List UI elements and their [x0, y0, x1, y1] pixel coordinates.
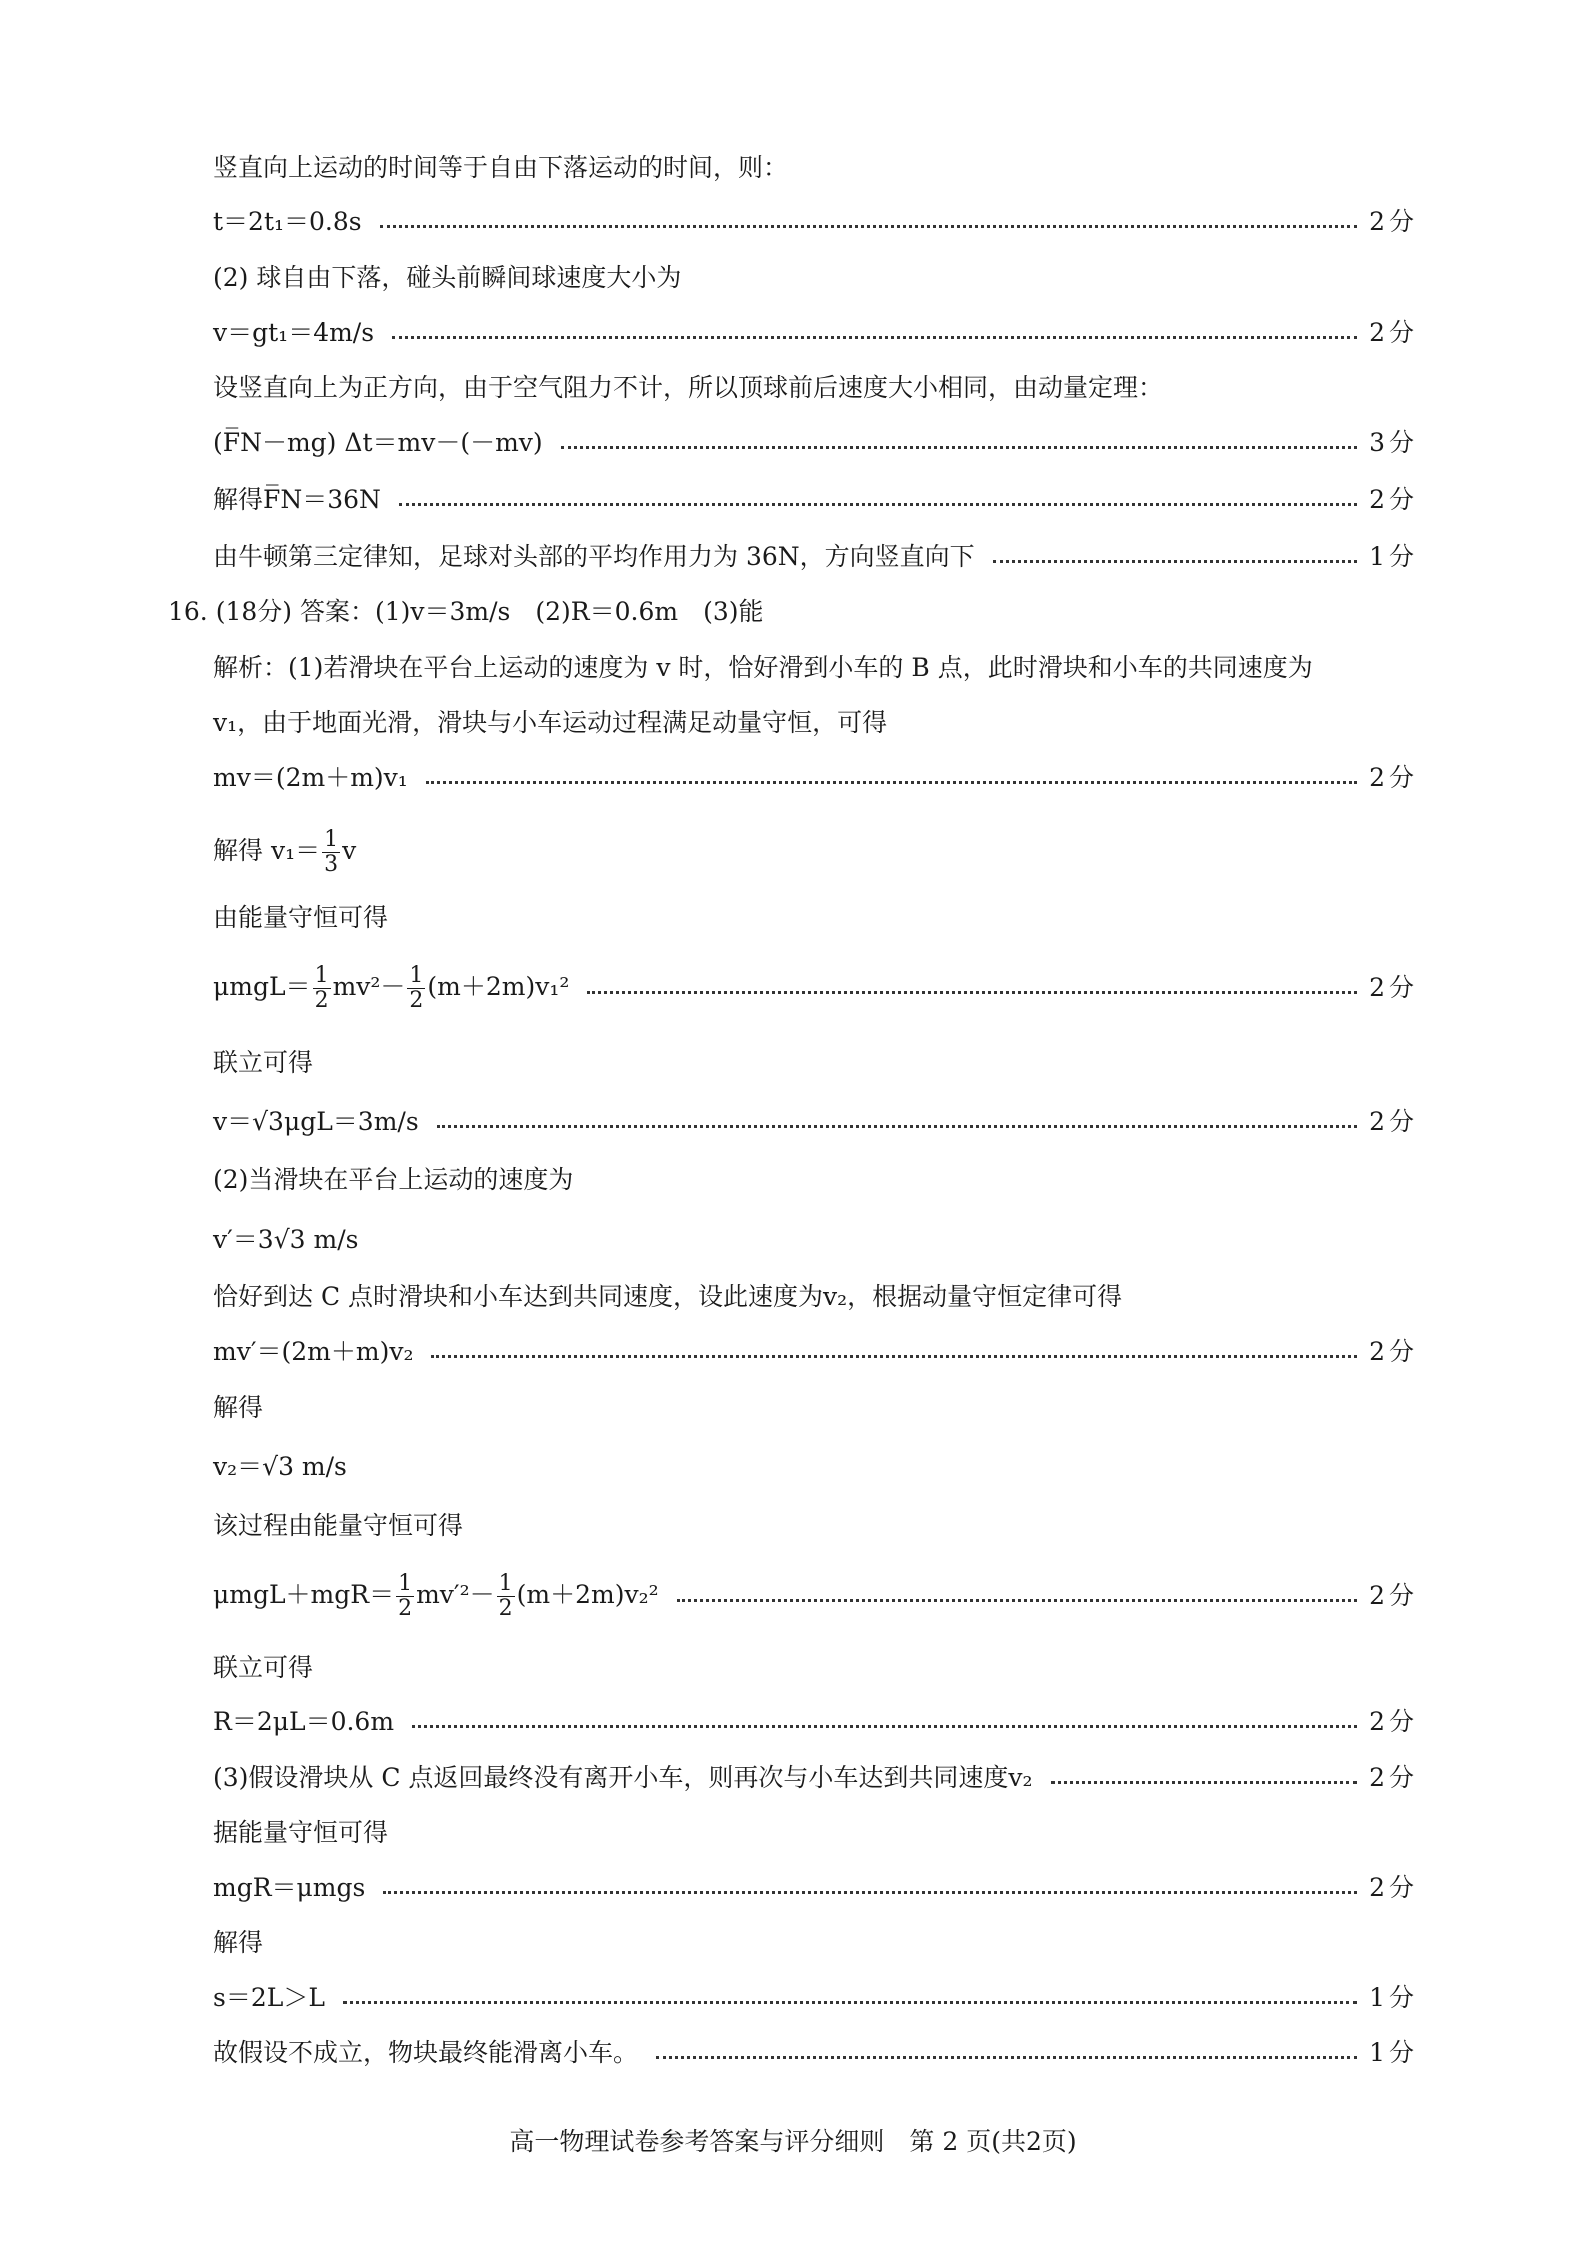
- text-line: 由能量守恒可得: [213, 903, 389, 932]
- equation-line: v₂＝√3 m/s: [213, 1452, 347, 1481]
- statement: 由牛顿第三定律知，足球对头部的平均作用力为 36N，方向竖直向下: [213, 542, 975, 571]
- dot-leader: [677, 1599, 1357, 1602]
- dot-leader: [343, 2001, 1357, 2004]
- scored-line: [213, 537, 1418, 577]
- text-line: 解析：(1)若滑块在平台上运动的速度为 v 时，恰好滑到小车的 B 点，此时滑块和小车的共同速度为: [213, 653, 1313, 682]
- fraction: $\frac{1}{2}$: [498, 1570, 513, 1621]
- question-heading: 16. (18分) 答案：(1)v＝3m/s (2)R＝0.6m (3)能: [168, 597, 764, 626]
- dot-leader: [437, 1125, 1357, 1128]
- score: 2分: [1369, 1581, 1418, 1610]
- equation: mgR＝μmgs: [213, 1873, 366, 1902]
- score: 2分: [1369, 1107, 1418, 1136]
- dot-leader: [392, 336, 1357, 339]
- text-line: 据能量守恒可得: [213, 1818, 389, 1847]
- score: 2分: [1369, 763, 1418, 792]
- fraction: $\frac{1}{2}$: [314, 962, 329, 1013]
- equation: mv′＝(2m＋m)v₂: [213, 1337, 414, 1366]
- dot-leader: [993, 560, 1357, 563]
- equation: 解得F̅N＝36N: [213, 485, 381, 514]
- text-line: v₁，由于地面光滑，滑块与小车运动过程满足动量守恒，可得: [213, 708, 888, 737]
- text-line: 联立可得: [213, 1653, 314, 1682]
- equation: t＝2t₁＝0.8s: [213, 207, 362, 236]
- text-line: 联立可得: [213, 1048, 314, 1077]
- text-line: 恰好到达 C 点时滑块和小车达到共同速度，设此速度为v₂，根据动量守恒定律可得: [213, 1282, 1123, 1311]
- scored-line: [213, 1102, 1418, 1142]
- text-line: 该过程由能量守恒可得: [213, 1511, 464, 1540]
- dot-leader: [587, 991, 1357, 994]
- score: 2分: [1369, 973, 1418, 1002]
- scored-line: [213, 1702, 1418, 1742]
- dot-leader: [656, 2056, 1357, 2059]
- statement: 故假设不成立，物块最终能滑离小车。: [213, 2038, 639, 2067]
- dot-leader: [380, 225, 1357, 228]
- fraction: $\frac{1}{2}$: [409, 962, 424, 1013]
- text-line: 竖直向上运动的时间等于自由下落运动的时间，则：: [213, 153, 789, 182]
- equation: v＝gt₁＝4m/s: [213, 318, 375, 347]
- scored-line: [213, 758, 1418, 798]
- text-line: 解得: [213, 1393, 264, 1422]
- scored-line: [213, 423, 1418, 463]
- dot-leader: [399, 503, 1357, 506]
- score: 1分: [1369, 2038, 1418, 2067]
- text-line: (2)当滑块在平台上运动的速度为: [213, 1165, 574, 1194]
- score: 2分: [1369, 485, 1418, 514]
- score: 2分: [1369, 1873, 1418, 1902]
- text-line: 设竖直向上为正方向，由于空气阻力不计，所以顶球前后速度大小相同，由动量定理：: [213, 373, 1164, 402]
- dot-leader: [431, 1355, 1357, 1358]
- scored-line: [213, 202, 1418, 242]
- score: 2分: [1369, 1337, 1418, 1366]
- equation-line: v′＝3√3 m/s: [213, 1225, 359, 1254]
- score: 3分: [1369, 428, 1418, 457]
- scored-line: [213, 1332, 1418, 1372]
- scored-line: [213, 1758, 1418, 1798]
- statement: (3)假设滑块从 C 点返回最终没有离开小车，则再次与小车达到共同速度v₂: [213, 1763, 1033, 1792]
- score: 2分: [1369, 1763, 1418, 1792]
- equation: v＝√3μgL＝3m/s: [213, 1107, 419, 1136]
- scored-line: [213, 962, 1418, 1013]
- scored-line: [213, 313, 1418, 353]
- dot-leader: [561, 446, 1357, 449]
- page-footer: 高一物理试卷参考答案与评分细则 第 2 页(共2页): [509, 2127, 1077, 2156]
- score: 2分: [1369, 318, 1418, 347]
- equation: μmgL＝ $\frac{1}{2}$ mv²－ $\frac{1}{2}$ (m＋2m)v₁²: [213, 962, 570, 1013]
- equation: (F̅N－mg) Δt＝mv－(－mv): [213, 428, 543, 457]
- scored-line: [213, 1570, 1418, 1621]
- scored-line: [213, 1978, 1418, 2018]
- scored-line: [213, 480, 1418, 520]
- score: 1分: [1369, 1983, 1418, 2012]
- dot-leader: [1051, 1781, 1358, 1784]
- equation-line: 解得 v₁＝ $\frac{1}{3}$ v: [213, 827, 357, 877]
- dot-leader: [412, 1725, 1357, 1728]
- equation: s＝2L＞L: [213, 1983, 325, 2012]
- score: 2分: [1369, 1707, 1418, 1736]
- text-line: 解得: [213, 1928, 264, 1957]
- equation: R＝2μL＝0.6m: [213, 1707, 395, 1736]
- scored-line: [213, 2033, 1418, 2073]
- equation: mv＝(2m＋m)v₁: [213, 763, 408, 792]
- dot-leader: [426, 781, 1357, 784]
- score: 1分: [1369, 542, 1418, 571]
- text-line: (2) 球自由下落，碰头前瞬间球速度大小为: [213, 263, 682, 292]
- score: 2分: [1369, 207, 1418, 236]
- scored-line: [213, 1868, 1418, 1908]
- fraction: $\frac{1}{3}$: [324, 827, 339, 877]
- equation: μmgL＋mgR＝ $\frac{1}{2}$ mv′²－ $\frac{1}{2}$ (m＋2m)v₂²: [213, 1570, 659, 1621]
- fraction: $\frac{1}{2}$: [398, 1570, 413, 1621]
- dot-leader: [383, 1891, 1357, 1894]
